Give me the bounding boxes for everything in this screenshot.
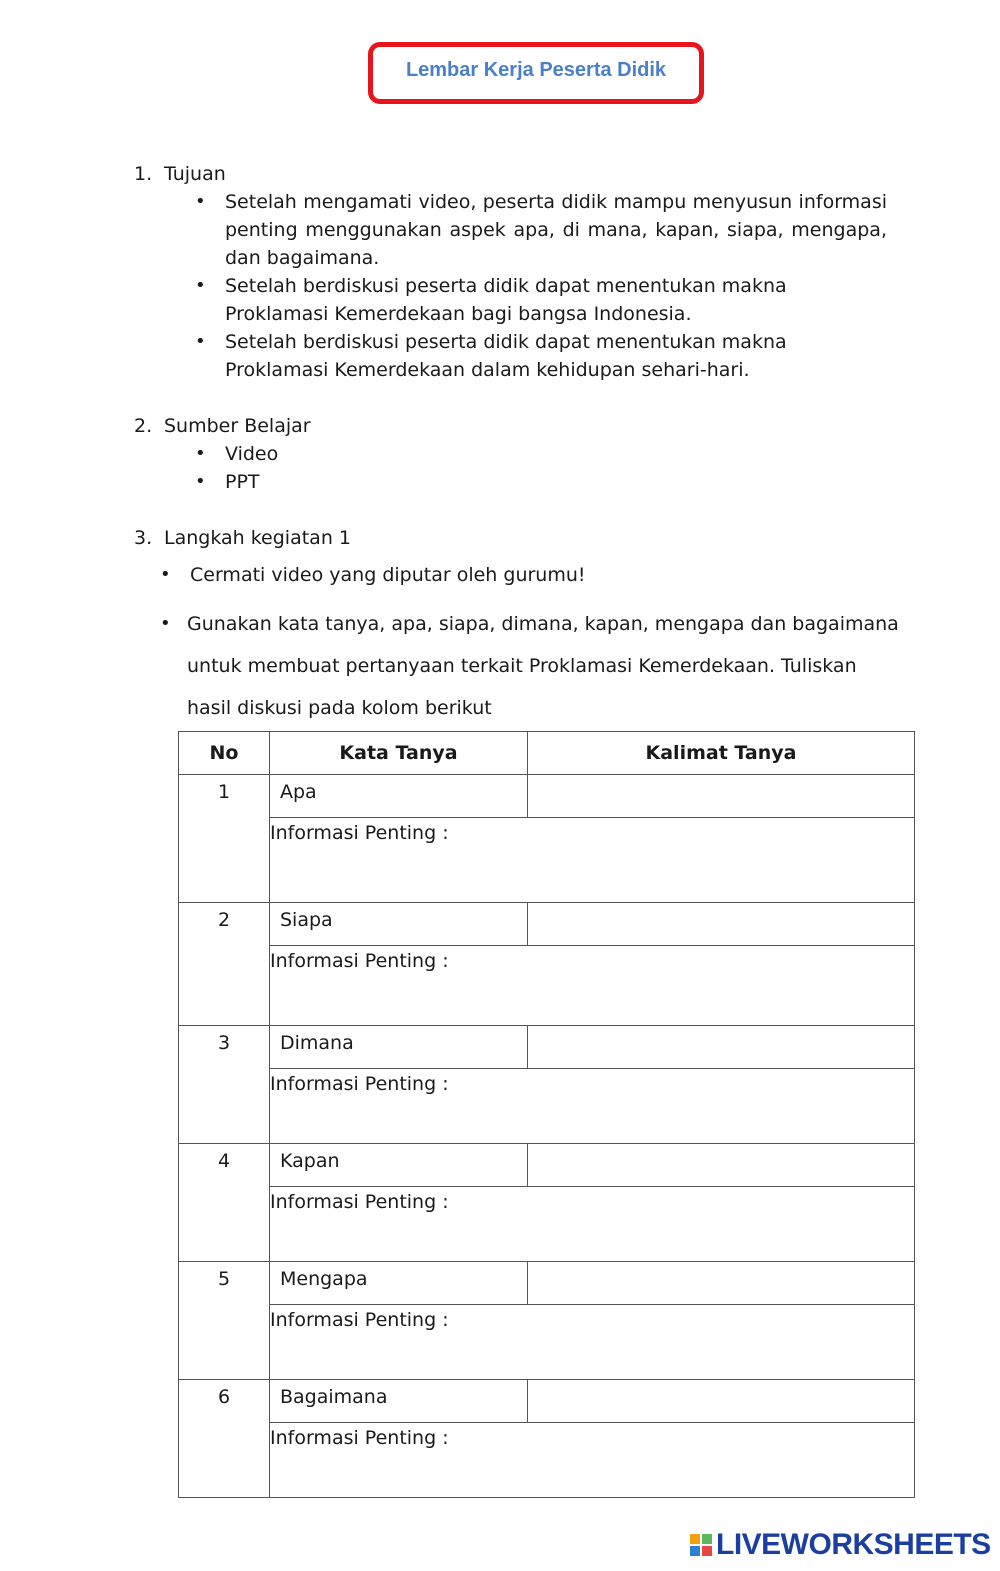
- info-label: Informasi Penting :: [270, 1073, 449, 1095]
- kalimat-tanya-input[interactable]: [528, 1144, 915, 1187]
- table-row: [179, 1026, 915, 1069]
- liveworksheets-mark-icon: [690, 1534, 712, 1556]
- info-row: [179, 1305, 915, 1380]
- row-number: 4: [179, 1144, 270, 1262]
- info-row: [179, 818, 915, 903]
- info-label: Informasi Penting :: [270, 822, 449, 844]
- sumber-list: [195, 440, 795, 496]
- info-label: Informasi Penting :: [270, 1427, 449, 1449]
- kalimat-tanya-input[interactable]: [528, 903, 915, 946]
- kata-tanya-cell: Dimana: [270, 1026, 528, 1069]
- page-title: Lembar Kerja Peserta Didik: [405, 58, 667, 81]
- informasi-penting-cell[interactable]: [270, 1423, 915, 1498]
- kalimat-tanya-input[interactable]: [528, 1026, 915, 1069]
- question-table: [178, 731, 915, 1498]
- info-label: Informasi Penting :: [270, 1309, 449, 1331]
- table-row: [179, 903, 915, 946]
- section-number: 3.: [134, 527, 153, 549]
- liveworksheets-logo: [690, 1528, 991, 1562]
- kalimat-tanya-input[interactable]: [528, 1380, 915, 1423]
- section-tujuan: [134, 160, 226, 188]
- list-item: • PPT: [195, 468, 795, 496]
- kalimat-tanya-input[interactable]: [528, 775, 915, 818]
- table-header-row: [179, 732, 915, 775]
- section-heading: Sumber Belajar: [164, 415, 311, 437]
- informasi-penting-cell[interactable]: [270, 1187, 915, 1262]
- informasi-penting-cell[interactable]: [270, 818, 915, 903]
- kalimat-tanya-input[interactable]: [528, 1262, 915, 1305]
- list-item: • Setelah berdiskusi peserta didik dapat menentukan makna Proklamasi Kemerdekaan dalam kehidupan sehari-hari.: [195, 328, 887, 384]
- kata-tanya-cell: Siapa: [270, 903, 528, 946]
- table-row: [179, 1380, 915, 1423]
- header-kata-tanya: Kata Tanya: [270, 732, 528, 775]
- row-number: 2: [179, 903, 270, 1026]
- header-no: No: [179, 732, 270, 775]
- row-number: 1: [179, 775, 270, 903]
- list-item: • Setelah berdiskusi peserta didik dapat menentukan makna Proklamasi Kemerdekaan bagi bangsa Indonesia.: [195, 272, 887, 328]
- title-box: [368, 42, 704, 104]
- section-sumber-belajar: [134, 412, 311, 440]
- kata-tanya-cell: Mengapa: [270, 1262, 528, 1305]
- informasi-penting-cell[interactable]: [270, 1069, 915, 1144]
- list-item: • Cermati video yang diputar oleh gurumu!: [160, 561, 900, 589]
- langkah-list-2: [160, 603, 905, 729]
- brand-name: LIVEWORKSHEETS: [716, 1528, 991, 1561]
- table-row: [179, 1144, 915, 1187]
- section-langkah: [134, 524, 351, 552]
- kata-tanya-cell: Kapan: [270, 1144, 528, 1187]
- info-row: [179, 946, 915, 1026]
- row-number: 3: [179, 1026, 270, 1144]
- list-item: • Setelah mengamati video, peserta didik mampu menyusun informasi penting menggunakan aspek apa, di mana, kapan, siapa, mengapa, dan bagaimana.: [195, 188, 887, 272]
- section-heading: Langkah kegiatan 1: [164, 527, 351, 549]
- list-item: • Gunakan kata tanya, apa, siapa, dimana, kapan, mengapa dan bagaimana untuk membuat pertanyaan terkait Proklamasi Kemerdekaan. Tuliskan hasil diskusi pada kolom berikut: [160, 603, 905, 729]
- tujuan-list: [195, 188, 887, 384]
- info-label: Informasi Penting :: [270, 1191, 449, 1213]
- info-row: [179, 1423, 915, 1498]
- kata-tanya-cell: Bagaimana: [270, 1380, 528, 1423]
- informasi-penting-cell[interactable]: [270, 1305, 915, 1380]
- info-label: Informasi Penting :: [270, 950, 449, 972]
- section-number: 1.: [134, 163, 153, 185]
- table-row: [179, 1262, 915, 1305]
- row-number: 6: [179, 1380, 270, 1498]
- list-item: • Video: [195, 440, 795, 468]
- langkah-list-1: [160, 561, 900, 589]
- kata-tanya-cell: Apa: [270, 775, 528, 818]
- informasi-penting-cell[interactable]: [270, 946, 915, 1026]
- info-row: [179, 1069, 915, 1144]
- row-number: 5: [179, 1262, 270, 1380]
- table-row: [179, 775, 915, 818]
- section-number: 2.: [134, 415, 153, 437]
- header-kalimat-tanya: Kalimat Tanya: [528, 732, 915, 775]
- info-row: [179, 1187, 915, 1262]
- section-heading: Tujuan: [164, 163, 226, 185]
